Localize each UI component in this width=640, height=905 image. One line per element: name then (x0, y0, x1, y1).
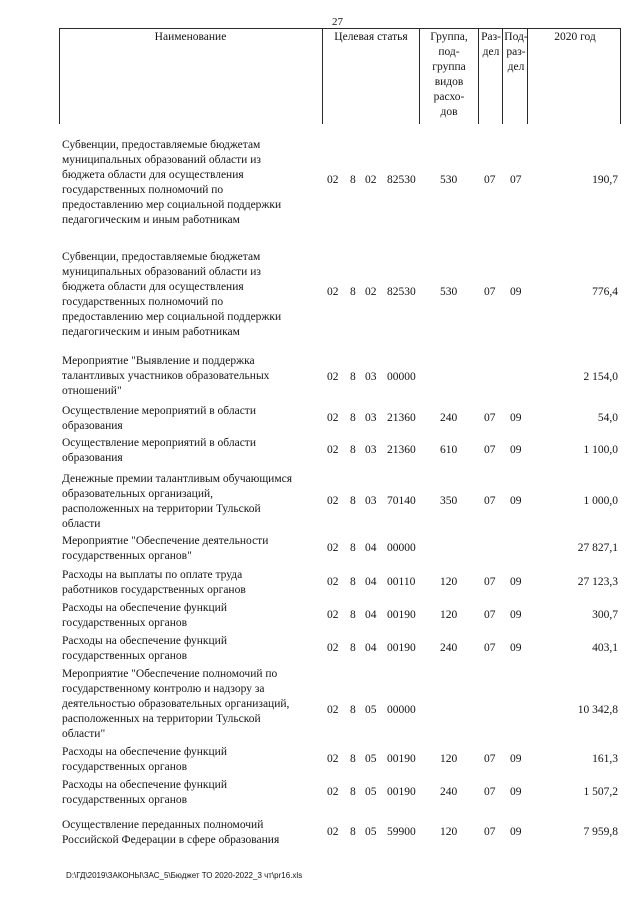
row-name-line: образования (62, 452, 123, 464)
razdel: 07 (484, 826, 496, 838)
row-name-line: Субвенции, предоставляемые бюджетам (62, 139, 261, 151)
row-name (62, 354, 324, 399)
row-name-line: Расходы на обеспечение функций (62, 779, 227, 791)
row-name-line: расположенных на территории Тульской (62, 503, 261, 515)
code-subprogram: 03 (365, 371, 377, 383)
header-podrazdel-line: раз- (506, 46, 526, 58)
expense-group: 530 (440, 286, 458, 298)
podrazdel: 07 (510, 174, 522, 186)
podrazdel: 09 (510, 495, 522, 507)
razdel: 07 (484, 444, 496, 456)
code-program: 02 (327, 642, 339, 654)
row-name-line: Расходы на выплаты по оплате труда (62, 569, 243, 581)
row-name-line: предоставлению мер социальной поддержки (62, 311, 282, 323)
code-direction: 00110 (387, 576, 416, 588)
row-name (62, 778, 324, 808)
row-name (62, 667, 324, 742)
razdel: 07 (484, 576, 496, 588)
header-top-border (59, 28, 621, 29)
page-number: 27 (332, 16, 343, 28)
amount-2020: 300,7 (592, 609, 618, 621)
code-type: 8 (350, 495, 356, 507)
row-name-line: образования (62, 420, 123, 432)
amount-2020: 2 154,0 (583, 371, 618, 383)
code-subprogram: 03 (365, 412, 377, 424)
code-direction: 00190 (387, 753, 416, 765)
code-subprogram: 03 (365, 444, 377, 456)
header-podrazdel-line: дел (507, 61, 525, 73)
row-name-line: области (62, 518, 101, 530)
row-name-line: Расходы на обеспечение функций (62, 602, 227, 614)
podrazdel: 09 (510, 286, 522, 298)
code-direction: 00190 (387, 642, 416, 654)
row-name (62, 745, 324, 775)
razdel: 07 (484, 786, 496, 798)
code-direction: 00190 (387, 609, 416, 621)
row-name (62, 534, 324, 564)
code-type: 8 (350, 412, 356, 424)
expense-group: 120 (440, 753, 458, 765)
expense-group: 530 (440, 174, 458, 186)
amount-2020: 161,3 (592, 753, 618, 765)
razdel: 07 (484, 753, 496, 765)
podrazdel: 09 (510, 753, 522, 765)
row-name-line: работников государственных органов (62, 584, 246, 596)
expense-group: 120 (440, 826, 458, 838)
row-name-line: Осуществление переданных полномочий (62, 819, 264, 831)
row-name-line: педагогическим и иным работникам (62, 326, 240, 338)
row-name-line: Денежные премии талантливым обучающимся (62, 473, 293, 485)
podrazdel: 09 (510, 786, 522, 798)
row-name-line: Мероприятие "Выявление и поддержка (62, 355, 255, 367)
amount-2020: 776,4 (592, 286, 618, 298)
expense-group: 240 (440, 642, 458, 654)
row-name (62, 568, 324, 598)
row-name-line: государственных полномочий по (62, 296, 224, 308)
row-name (62, 634, 324, 664)
file-path-footer: D:\ГД\2019\ЗАКОНЫ\ЗАС_5\Бюджет ТО 2020-2022_3 чт\pr16.xls (66, 871, 303, 880)
row-name-line: расположенных на территории Тульской (62, 713, 261, 725)
header-razdel-line: дел (482, 46, 500, 58)
code-direction: 00000 (387, 371, 416, 383)
code-direction: 70140 (387, 495, 416, 507)
code-type: 8 (350, 826, 356, 838)
code-direction: 82530 (387, 286, 416, 298)
row-name-line: государственному контролю и надзору за (62, 683, 265, 695)
row-name-line: области" (62, 728, 106, 740)
amount-2020: 54,0 (597, 412, 618, 424)
amount-2020: 403,1 (592, 642, 618, 654)
expense-group: 240 (440, 786, 458, 798)
code-type: 8 (350, 174, 356, 186)
podrazdel: 09 (510, 576, 522, 588)
code-program: 02 (327, 753, 339, 765)
razdel: 07 (484, 412, 496, 424)
code-program: 02 (327, 786, 339, 798)
row-name (62, 250, 324, 340)
amount-2020: 27 827,1 (577, 542, 618, 554)
amount-2020: 1 000,0 (583, 495, 618, 507)
row-name-line: Осуществление мероприятий в области (62, 405, 256, 417)
expense-group: 120 (440, 576, 458, 588)
code-subprogram: 04 (365, 576, 377, 588)
row-name-line: педагогическим и иным работникам (62, 214, 240, 226)
expense-group: 610 (440, 444, 458, 456)
header-year: 2020 год (554, 31, 596, 43)
row-name (62, 818, 324, 848)
code-program: 02 (327, 444, 339, 456)
code-type: 8 (350, 286, 356, 298)
podrazdel: 09 (510, 412, 522, 424)
header-group-line: расхо- (433, 91, 465, 103)
podrazdel: 09 (510, 826, 522, 838)
code-program: 02 (327, 286, 339, 298)
row-name-line: Мероприятие "Обеспечение деятельности (62, 535, 269, 547)
row-name-line: Субвенции, предоставляемые бюджетам (62, 251, 261, 263)
code-subprogram: 04 (365, 609, 377, 621)
code-subprogram: 05 (365, 753, 377, 765)
header-name: Наименование (154, 31, 227, 43)
razdel: 07 (484, 174, 496, 186)
code-subprogram: 02 (365, 174, 377, 186)
amount-2020: 7 959,8 (583, 826, 618, 838)
code-direction: 21360 (387, 444, 416, 456)
row-name-line: Расходы на обеспечение функций (62, 635, 227, 647)
razdel: 07 (484, 286, 496, 298)
code-type: 8 (350, 704, 356, 716)
row-name-line: Осуществление мероприятий в области (62, 437, 256, 449)
row-name-line: образовательных организаций, (62, 488, 213, 500)
expense-group: 240 (440, 412, 458, 424)
podrazdel: 09 (510, 642, 522, 654)
header-target-article: Целевая статья (334, 31, 408, 43)
row-name-line: талантливых участников образовательных (62, 370, 270, 382)
podrazdel: 09 (510, 609, 522, 621)
row-name (62, 472, 324, 532)
row-name-line: деятельностью образовательных организаций, (62, 698, 290, 710)
row-name-line: Расходы на обеспечение функций (62, 746, 227, 758)
header-podrazdel-line: Под- (504, 31, 528, 43)
code-subprogram: 04 (365, 542, 377, 554)
code-subprogram: 02 (365, 286, 377, 298)
code-program: 02 (327, 704, 339, 716)
row-name-line: государственных органов (62, 761, 188, 773)
expense-group: 350 (440, 495, 458, 507)
code-subprogram: 04 (365, 642, 377, 654)
row-name-line: государственных полномочий по (62, 184, 224, 196)
header-group-line: дов (440, 106, 458, 118)
amount-2020: 1 100,0 (583, 444, 618, 456)
amount-2020: 1 507,2 (583, 786, 618, 798)
row-name-line: бюджета области для осуществления (62, 281, 244, 293)
row-name-line: бюджета области для осуществления (62, 169, 244, 181)
amount-2020: 10 342,8 (577, 704, 618, 716)
podrazdel: 09 (510, 444, 522, 456)
code-type: 8 (350, 642, 356, 654)
code-program: 02 (327, 609, 339, 621)
amount-2020: 27 123,3 (577, 576, 618, 588)
row-name-line: государственных органов (62, 794, 188, 806)
header-razdel (479, 30, 503, 60)
code-program: 02 (327, 576, 339, 588)
row-name (62, 601, 324, 631)
code-type: 8 (350, 576, 356, 588)
row-name (62, 404, 324, 434)
code-type: 8 (350, 444, 356, 456)
code-direction: 21360 (387, 412, 416, 424)
code-program: 02 (327, 371, 339, 383)
code-subprogram: 03 (365, 495, 377, 507)
row-name-line: государственных органов" (62, 550, 192, 562)
code-program: 02 (327, 542, 339, 554)
code-type: 8 (350, 786, 356, 798)
row-name-line: государственных органов (62, 617, 188, 629)
code-subprogram: 05 (365, 704, 377, 716)
row-name-line: муниципальных образований области из (62, 266, 261, 278)
header-group-line: Группа, (430, 31, 468, 43)
header-group-line: видов (434, 76, 464, 88)
code-direction: 00000 (387, 704, 416, 716)
code-direction: 59900 (387, 826, 416, 838)
header-razdel-line: Раз- (481, 31, 501, 43)
code-direction: 82530 (387, 174, 416, 186)
razdel: 07 (484, 609, 496, 621)
row-name-line: Российской Федерации в сфере образования (62, 834, 280, 846)
razdel: 07 (484, 495, 496, 507)
header-expense-group (420, 30, 478, 120)
code-direction: 00000 (387, 542, 416, 554)
header-group-line: группа (432, 61, 466, 73)
amount-2020: 190,7 (592, 174, 618, 186)
code-direction: 00190 (387, 786, 416, 798)
row-name-line: предоставлению мер социальной поддержки (62, 199, 282, 211)
header-podrazdel (504, 30, 528, 75)
code-type: 8 (350, 542, 356, 554)
razdel: 07 (484, 642, 496, 654)
row-name (62, 138, 324, 228)
code-subprogram: 05 (365, 786, 377, 798)
code-program: 02 (327, 826, 339, 838)
code-type: 8 (350, 753, 356, 765)
row-name (62, 436, 324, 466)
code-program: 02 (327, 412, 339, 424)
expense-group: 120 (440, 609, 458, 621)
row-name-line: отношений" (62, 385, 122, 397)
row-name-line: муниципальных образований области из (62, 154, 261, 166)
code-type: 8 (350, 609, 356, 621)
row-name-line: государственных органов (62, 650, 188, 662)
code-subprogram: 05 (365, 826, 377, 838)
code-type: 8 (350, 371, 356, 383)
code-program: 02 (327, 174, 339, 186)
row-name-line: Мероприятие "Обеспечение полномочий по (62, 668, 278, 680)
header-group-line: под- (438, 46, 460, 58)
code-program: 02 (327, 495, 339, 507)
